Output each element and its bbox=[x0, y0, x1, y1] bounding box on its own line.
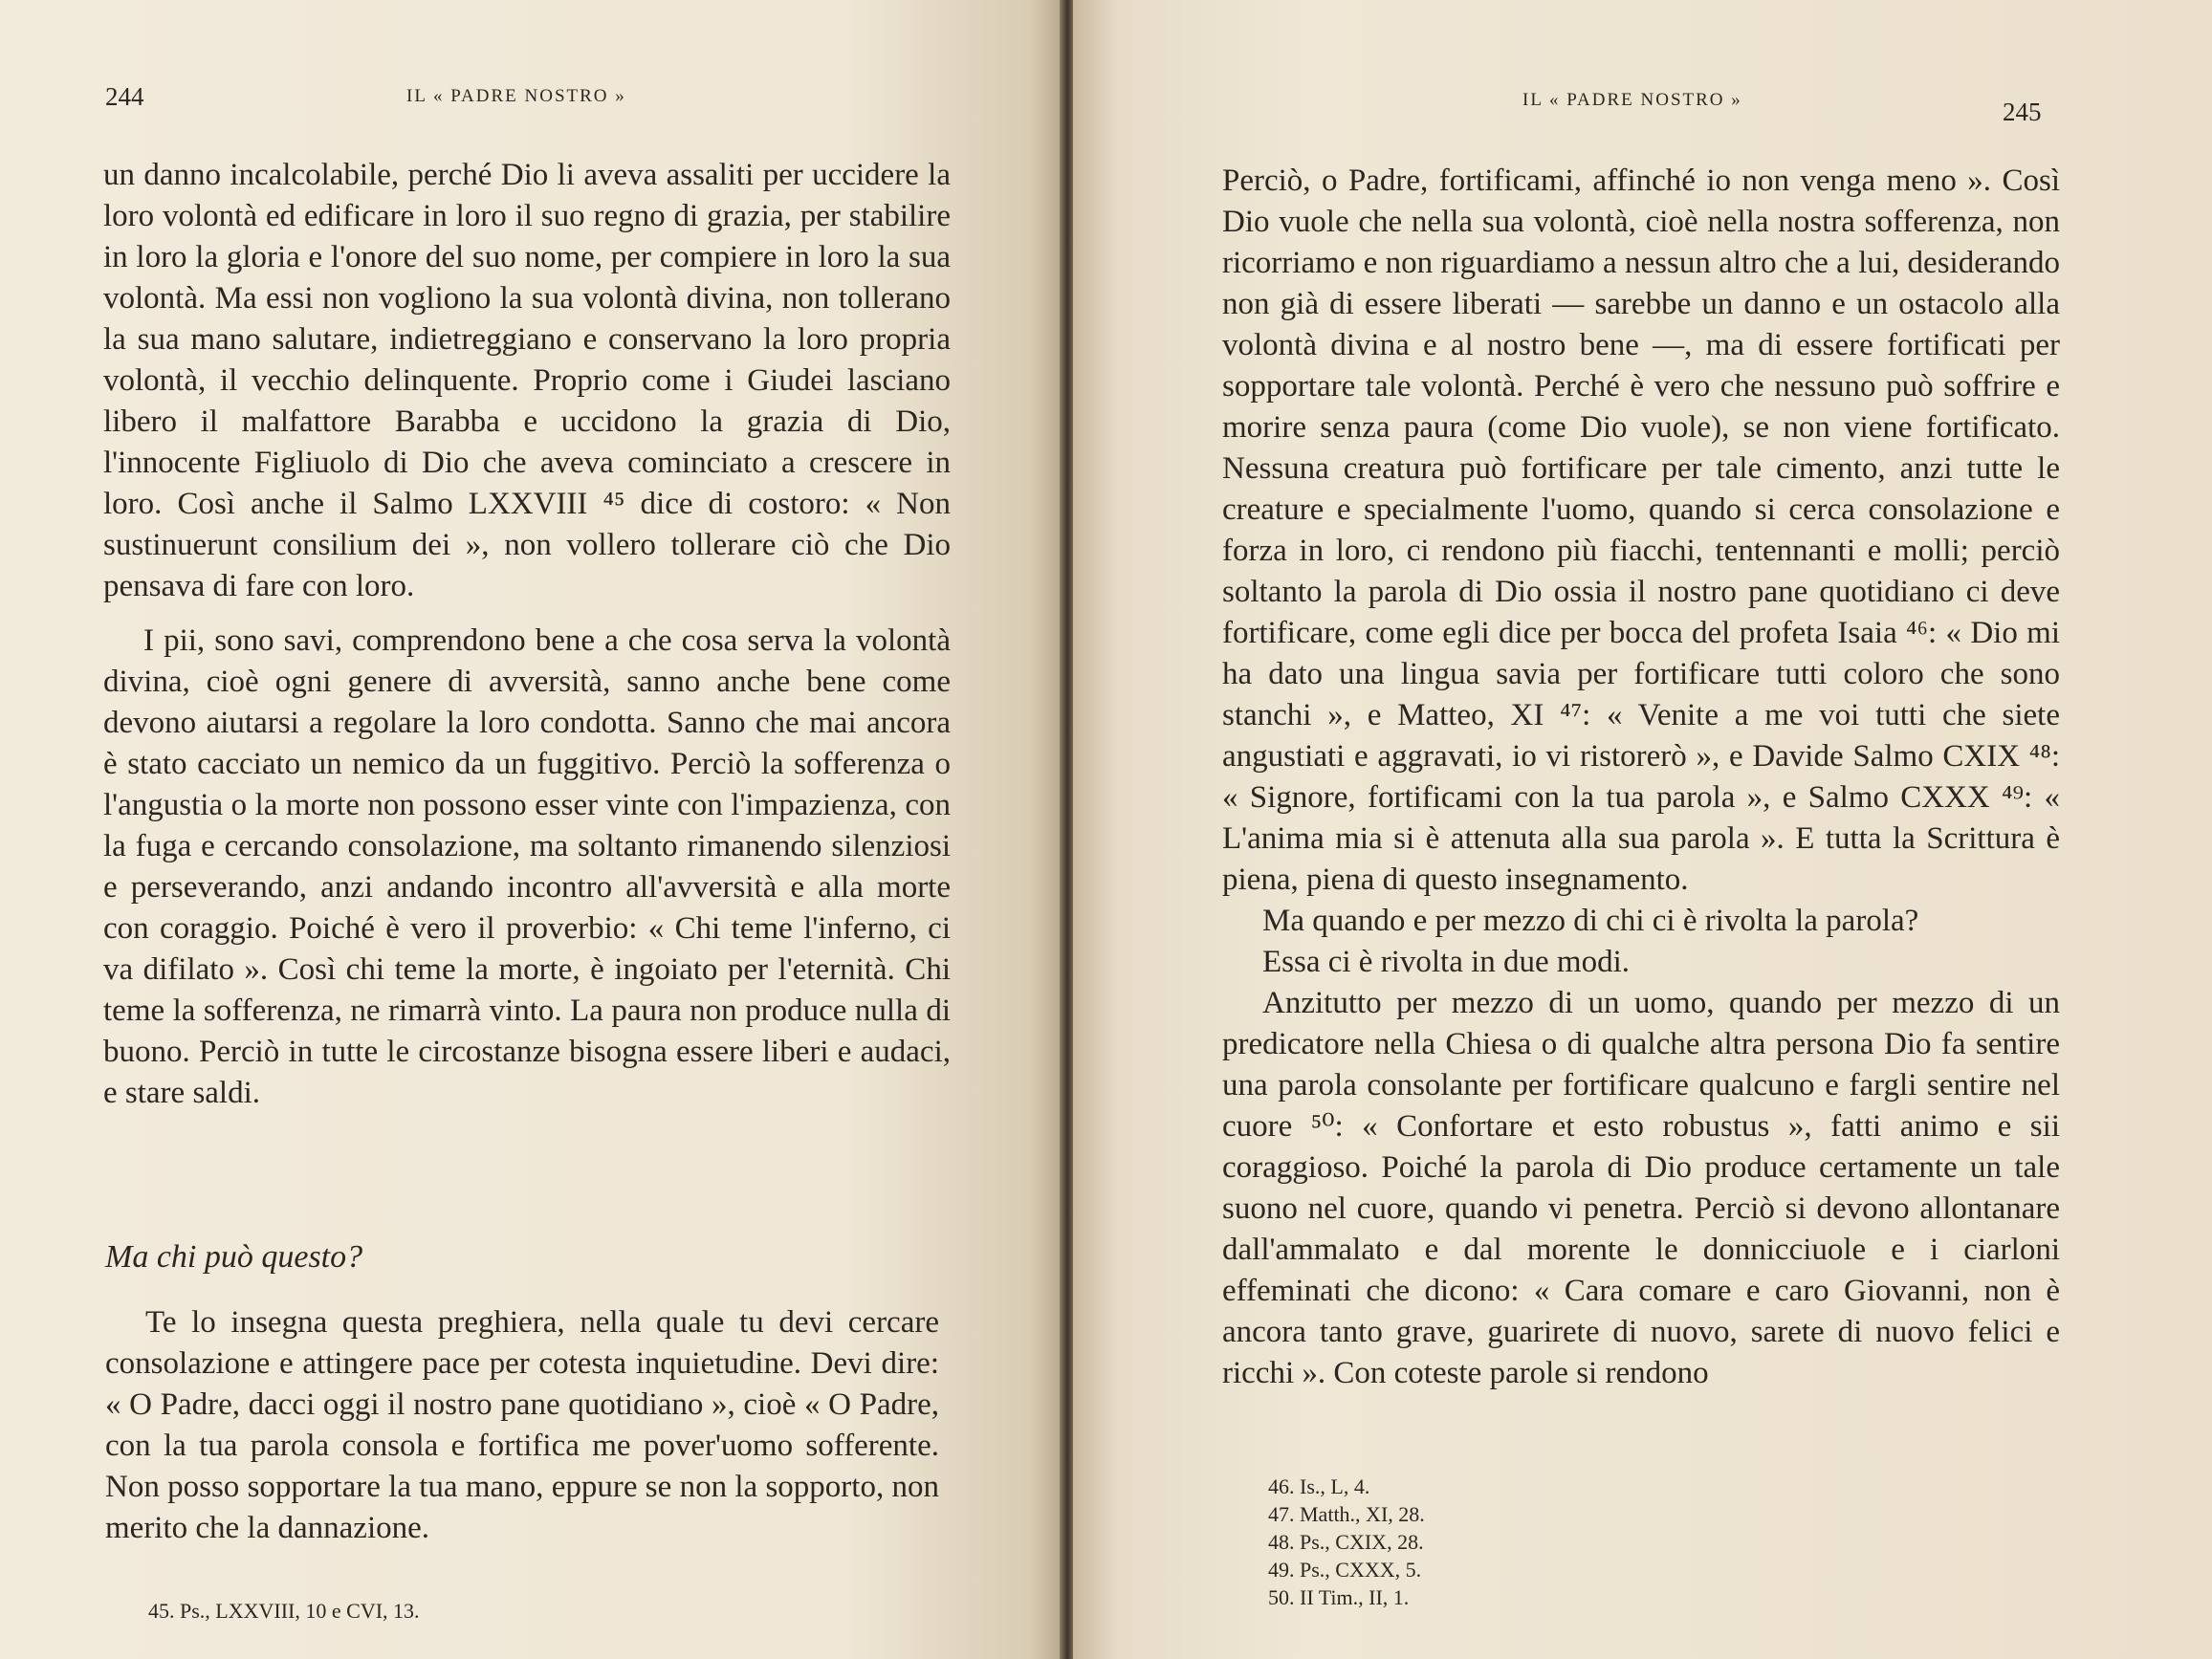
left-body-text bbox=[103, 155, 951, 1114]
right-body-text bbox=[1222, 161, 2060, 1394]
page-number-left: 244 bbox=[105, 82, 144, 111]
right-page bbox=[1073, 0, 2212, 1659]
footnote: 45. Ps., LXXVIII, 10 e CVI, 13. bbox=[148, 1599, 420, 1623]
paragraph: Ma quando e per mezzo di chi ci è rivolta la parola? bbox=[1262, 904, 1919, 938]
paragraph: Perciò, o Padre, fortificami, affinché io non venga meno ». Così Dio vuole che nella sua volontà, cioè nella nostra sofferenza, non ricorriamo e non riguardiamo a nessun altro che a lui, desiderando non già di essere liberati — sarebbe un danno e un ostacolo alla volontà divina e al nostro bene —, ma di essere fortificati per sopportare tale volontà. Perché è vero che nessuno può soffrire e morire senza paura (come Dio vuole), se non viene fortificato. Nessuna creatura può fortificare per tale cimento, anzi tutte le creature e specialmente l'uomo, quando si cerca consolazione e forza in loro, ci rendono più fiacchi, tentennanti e molli; perciò soltanto la parola di Dio ossia il nostro pane quotidiano ci deve fortificare, come egli dice per bocca del profeta Isaia ⁴⁶: « Dio mi ha dato una lingua savia per fortificare tutti coloro che sono stanchi », e Matteo, XI ⁴⁷: « Venite a me voi tutti che siete angustiati e aggravati, io vi ristorerò », e Davide Salmo CXIX ⁴⁸: « Signore, fortificami con la tua parola », e Salmo CXXX ⁴⁹: « L'anima mia si è attenuta alla sua parola ». E tutta la Scrittura è piena, piena di questo insegnamento. bbox=[1222, 164, 2060, 897]
footnotes-left bbox=[148, 1597, 420, 1625]
footnote: 50. II Tim., II, 1. bbox=[1268, 1585, 1410, 1609]
page-number-right: 245 bbox=[2003, 98, 2042, 126]
paragraph: Essa ci è rivolta in due modi. bbox=[1262, 945, 1630, 979]
footnote: 49. Ps., CXXX, 5. bbox=[1268, 1558, 1422, 1582]
running-head-left: IL « PADRE NOSTRO » bbox=[406, 86, 626, 106]
footnotes-right bbox=[1268, 1473, 1425, 1611]
footnote: 46. Is., L, 4. bbox=[1268, 1474, 1370, 1498]
paragraph: Anzitutto per mezzo di un uomo, quando per mezzo di un predicatore nella Chiesa o di qualche altra persona Dio fa sentire una parola consolante per fortificare qualcuno e fargli sentire nel cuore ⁵⁰: « Confortare et esto robustus », fatti animo e sii coraggioso. Poiché la parola di Dio produce certamente un tale suono nel cuore, quando vi penetra. Perciò si devono allontanare dall'ammalato e dal morente le donnicciuole e i ciarloni effeminati che dicono: « Cara comare e caro Giovanni, non è ancora tanto grave, guarirete di nuovo, sarete di nuovo felici e ricchi ». Con coteste parole si rendono bbox=[1222, 986, 2060, 1390]
paragraph: Te lo insegna questa preghiera, nella quale tu devi cercare consolazione e attingere pace per cotesta inquietudine. Devi dire: « O Padre, dacci oggi il nostro pane quotidiano », cioè « O Padre, con la tua parola consola e fortifica me pover'uomo sofferente. Non posso sopportare la tua mano, eppure se non la sopporto, non merito che la dannazione. bbox=[105, 1305, 939, 1545]
left-section-text bbox=[105, 1302, 939, 1549]
footnote: 47. Matth., XI, 28. bbox=[1268, 1502, 1425, 1526]
paragraph: I pii, sono savi, comprendono bene a che cosa serva la volontà divina, cioè ogni genere di avversità, sanno anche bene come devono aiutarsi a regolare la loro condotta. Sanno che mai ancora è stato cacciato un nemico da un fuggitivo. Perciò la sofferenza o l'angustia o la morte non possono esser vinte con l'impazienza, con la fuga e cercando consolazione, ma soltanto rimanendo silenziosi e perseverando, anzi andando incontro all'avversità e alla morte con coraggio. Poiché è vero il proverbio: « Chi teme l'inferno, ci va difilato ». Così chi teme la morte, è ingoiato per l'eternità. Chi teme la sofferenza, ne rimarrà vinto. La paura non produce nulla di buono. Perciò in tutte le circostanze bisogna essere liberi e audaci, e stare saldi. bbox=[103, 623, 951, 1110]
footnote: 48. Ps., CXIX, 28. bbox=[1268, 1530, 1424, 1554]
running-head-right: IL « PADRE NOSTRO » bbox=[1522, 90, 1742, 110]
paragraph: un danno incalcolabile, perché Dio li aveva assaliti per uccidere la loro volontà ed edificare in loro il suo regno di grazia, per stabilire in loro la gloria e l'onore del suo nome, per compiere in loro la sua volontà. Ma essi non vogliono la sua volontà divina, non tollerano la sua mano salutare, indietreggiano e conservano la loro propria volontà, il vecchio delinquente. Proprio come i Giudei lasciano libero il malfattore Barabba e uccidono la grazia di Dio, l'innocente Figliuolo di Dio che aveva cominciato a crescere in loro. Così anche il Salmo LXXVIII ⁴⁵ dice di costoro: « Non sustinuerunt consilium dei », non vollero tollerare ciò che Dio pensava di fare con loro. bbox=[103, 158, 951, 603]
section-heading: Ma chi può questo? bbox=[105, 1239, 363, 1275]
left-page bbox=[0, 0, 1062, 1659]
